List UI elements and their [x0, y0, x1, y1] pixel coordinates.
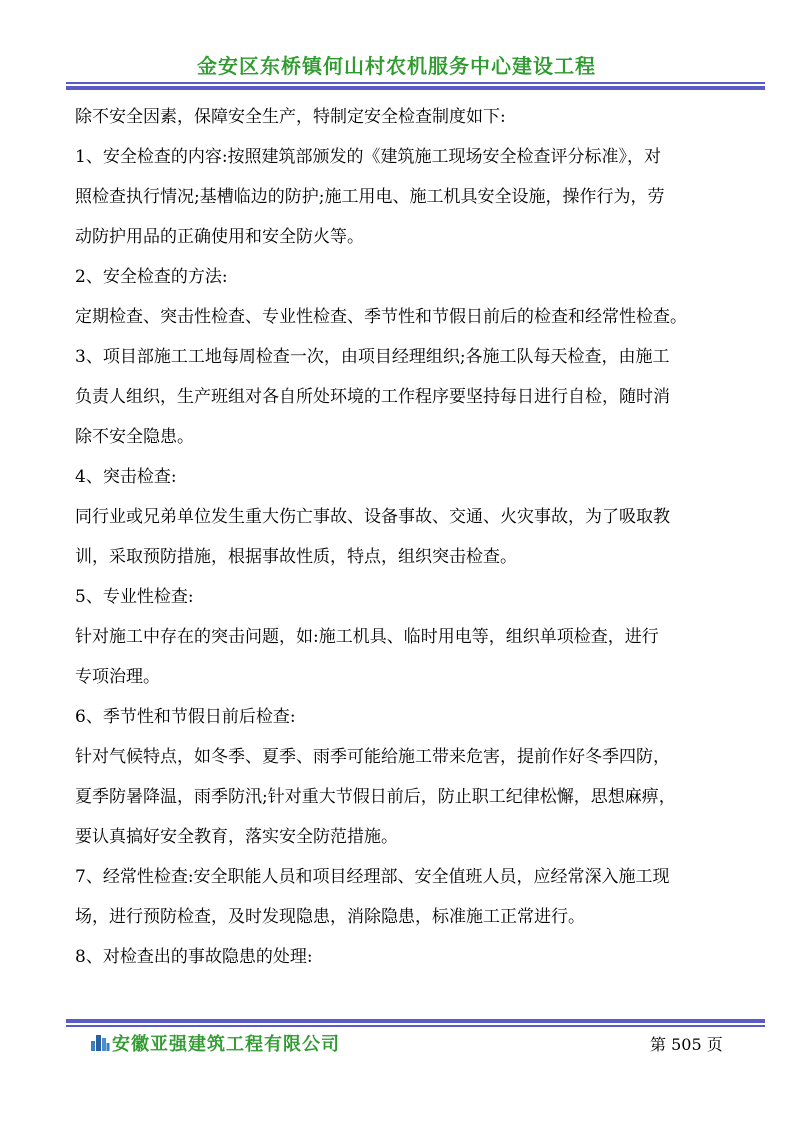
body-line: 8、对检查出的事故隐患的处理: [75, 947, 313, 967]
body-line: 1、安全检查的内容:按照建筑部颁发的《建筑施工现场安全检查评分标准》，对 [75, 147, 662, 167]
footer-company-name: 安徽亚强建筑工程有限公司 [112, 1034, 340, 1055]
body-line: 训，采取预防措施，根据事故性质，特点，组织突击检查。 [75, 547, 517, 567]
body-line: 除不安全因素，保障安全生产，特制定安全检查制度如下: [75, 107, 506, 127]
footer-rule-thick [66, 1019, 765, 1023]
body-line: 专项治理。 [75, 667, 160, 687]
body-line: 3、项目部施工工地每周检查一次，由项目经理组织;各施工队每天检查，由施工 [75, 347, 670, 367]
body-line: 动防护用品的正确使用和安全防火等。 [75, 227, 364, 247]
body-line: 夏季防暑降温，雨季防汛;针对重大节假日前后，防止职工纪律松懈，思想麻痹， [75, 787, 676, 807]
body-line: 同行业或兄弟单位发生重大伤亡事故、设备事故、交通、火灾事故，为了吸取教 [75, 507, 670, 527]
body-line: 针对施工中存在的突击问题，如:施工机具、临时用电等，组织单项检查，进行 [75, 627, 659, 647]
body-line: 4、突击检查: [75, 467, 177, 487]
body-line: 场，进行预防检查，及时发现隐患，消除隐患，标准施工正常进行。 [75, 907, 585, 927]
body-line: 负责人组织，生产班组对各自所处环境的工作程序要坚持每日进行自检，随时消 [75, 387, 670, 407]
body-line: 照检查执行情况;基槽临边的防护;施工用电、施工机具安全设施，操作行为，劳 [75, 187, 665, 207]
body-line: 针对气候特点，如冬季、夏季、雨季可能给施工带来危害，提前作好冬季四防， [75, 747, 670, 767]
footer-page-number: 第 505 页 [650, 1035, 723, 1054]
body-line: 2、安全检查的方法: [75, 267, 228, 287]
body-line: 6、季节性和节假日前后检查: [75, 707, 296, 727]
document-body [75, 97, 725, 977]
building-logo-icon [90, 1033, 110, 1051]
page-header-title: 金安区东桥镇何山村农机服务中心建设工程 [197, 54, 596, 78]
body-line: 要认真搞好安全教育，落实安全防范措施。 [75, 827, 398, 847]
header-rule-thin [66, 82, 765, 84]
body-line: 5、专业性检查: [75, 587, 194, 607]
body-line: 定期检查、突击性检查、专业性检查、季节性和节假日前后的检查和经常性检查。 [75, 307, 687, 327]
header-rule-thick [66, 86, 765, 90]
body-line: 7、经常性检查:安全职能人员和项目经理部、安全值班人员，应经常深入施工现 [75, 867, 670, 887]
body-line: 除不安全隐患。 [75, 427, 194, 447]
footer-rule-thin [66, 1025, 765, 1027]
